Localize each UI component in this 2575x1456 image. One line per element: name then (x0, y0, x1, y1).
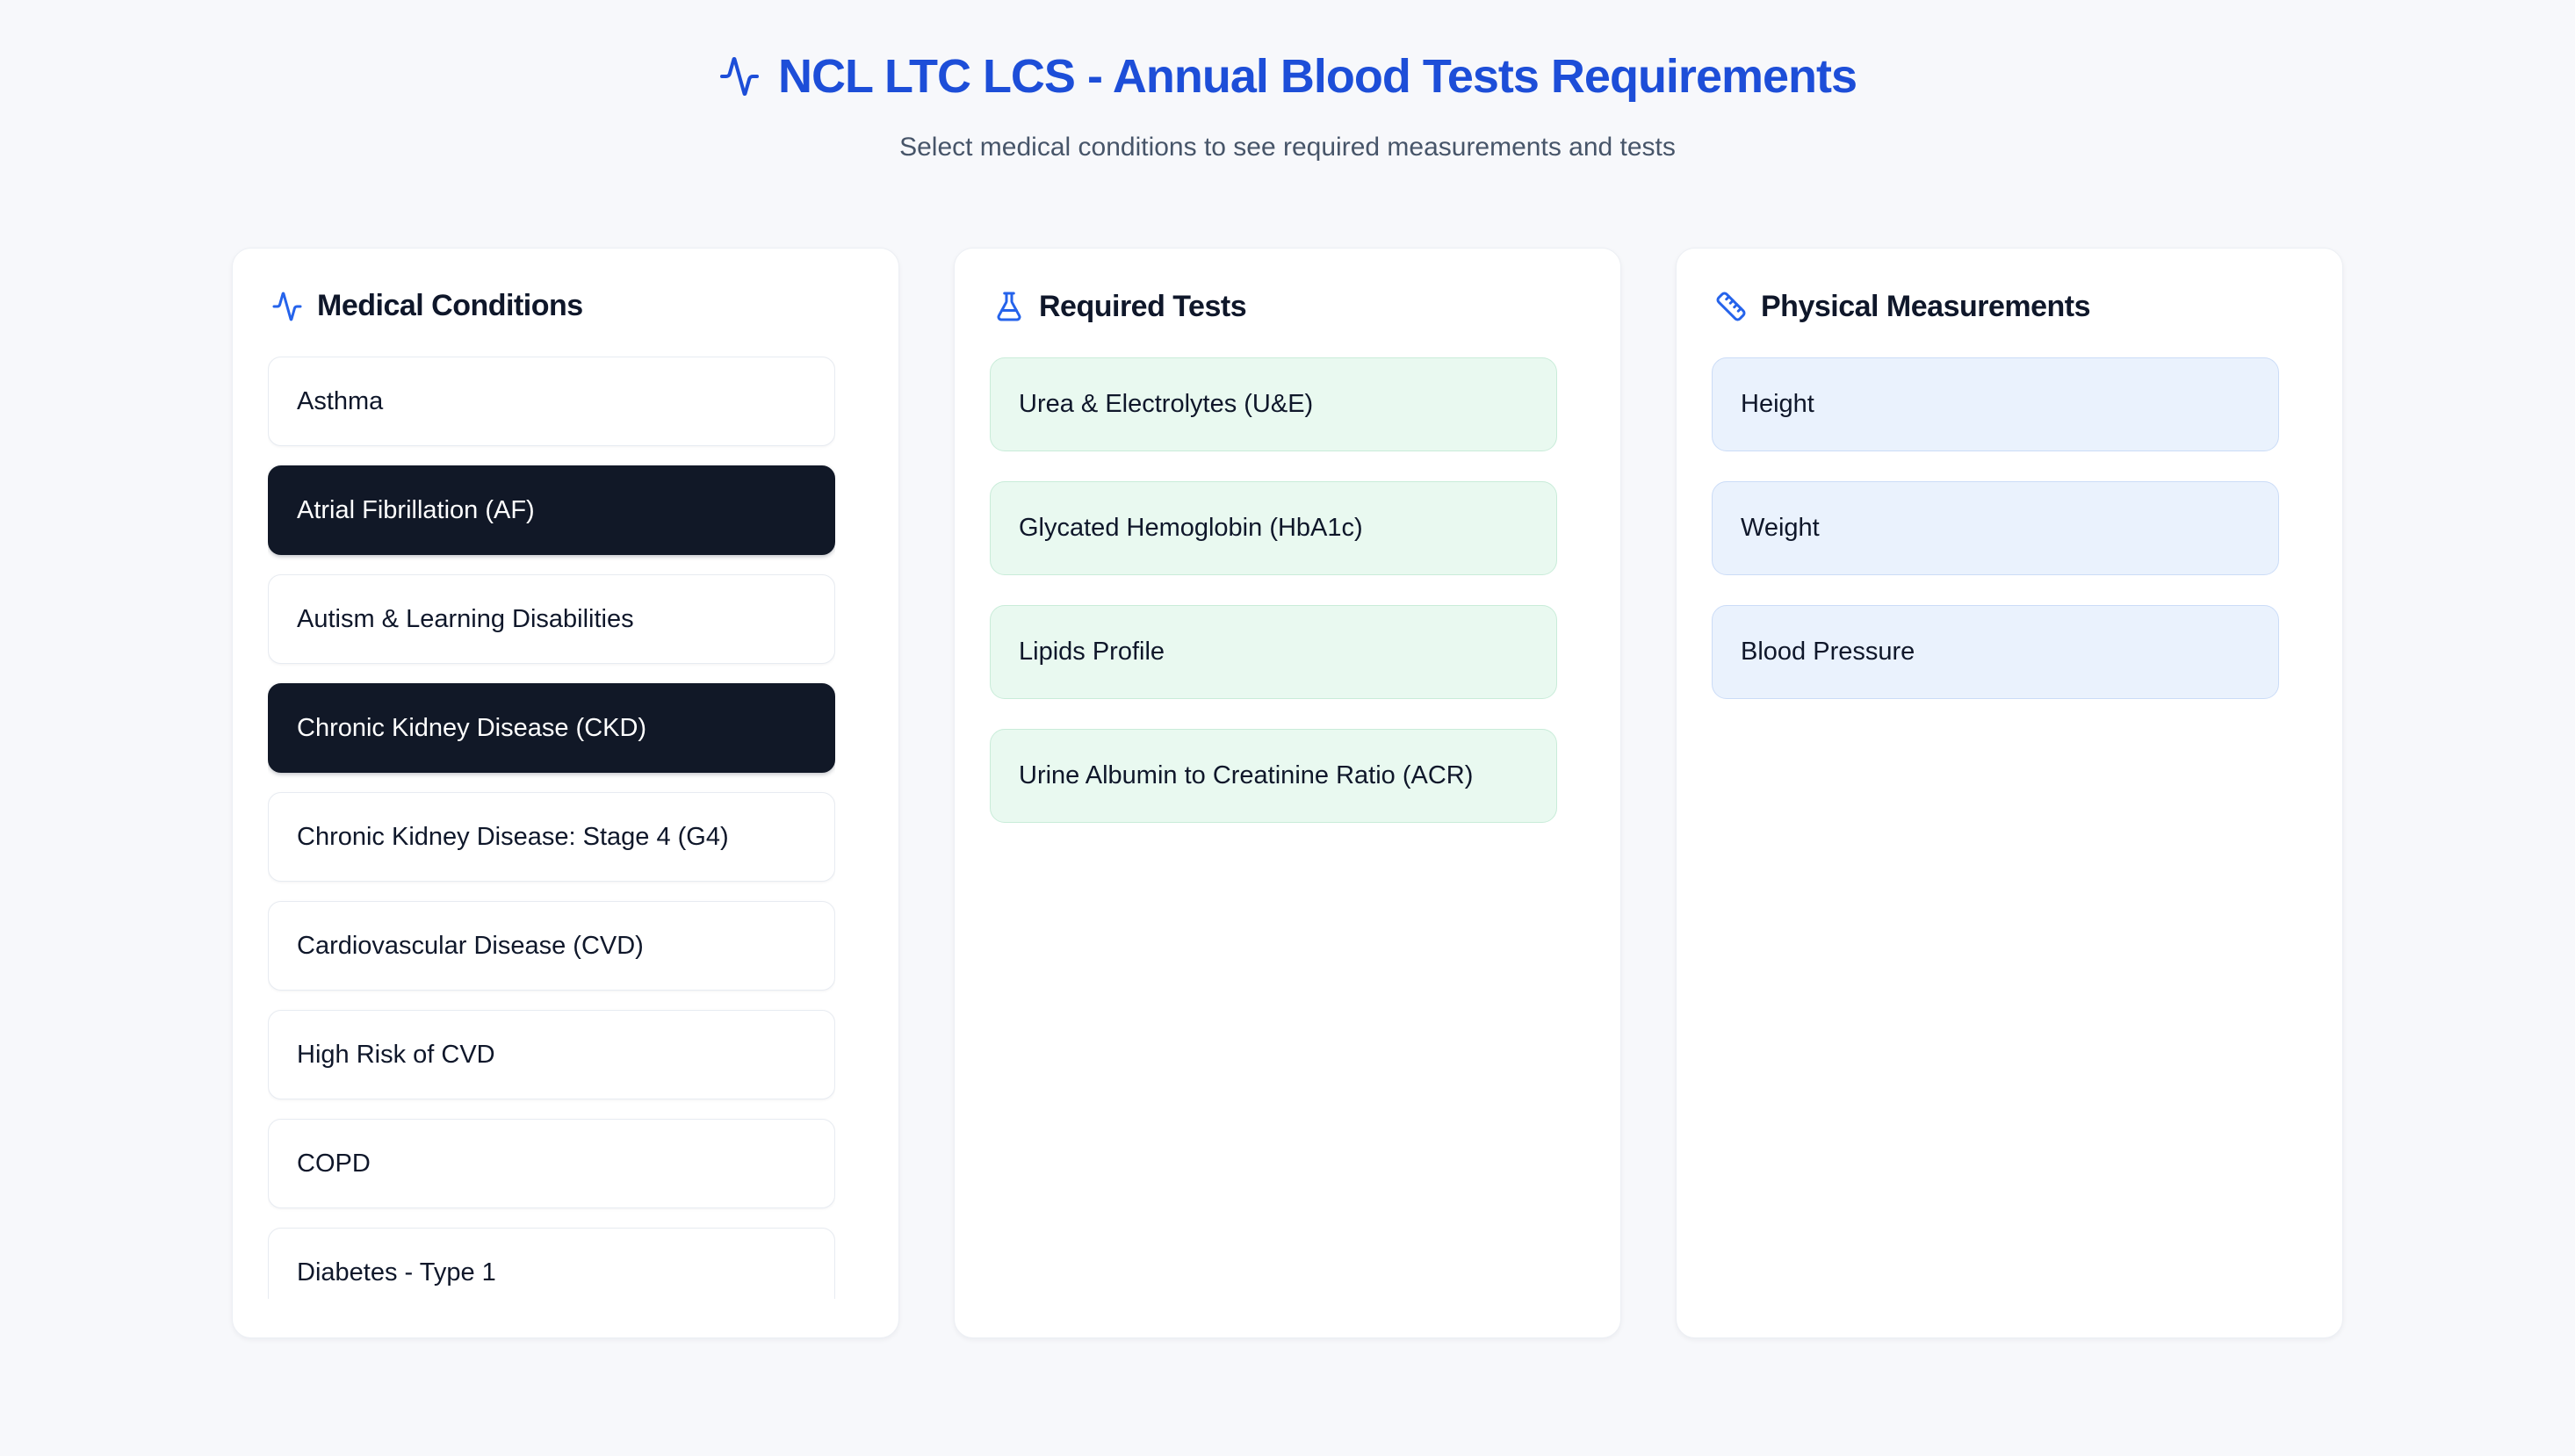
physical-measurements-header (1715, 289, 2279, 324)
page-subtitle: Select medical conditions to see required measurements and tests (899, 133, 1676, 162)
condition-item-autism-learning-disabilities[interactable] (268, 574, 835, 664)
test-item-lipids-profile (990, 605, 1557, 699)
test-item-acr (990, 729, 1557, 823)
test-item-hba1c (990, 481, 1557, 575)
measurement-item-height (1712, 357, 2279, 451)
physical-measurements-title: Physical Measurements (1761, 289, 2091, 323)
test-label: Glycated Hemoglobin (HbA1c) (1019, 514, 1363, 542)
measurement-label: Height (1741, 390, 1814, 418)
condition-label: Chronic Kidney Disease (CKD) (297, 713, 647, 742)
condition-item-asthma[interactable] (268, 357, 835, 446)
measurements-list (1712, 357, 2279, 699)
panel-medical-conditions (232, 248, 899, 1338)
condition-item-atrial-fibrillation[interactable] (268, 465, 835, 555)
page-title: NCL LTC LCS - Annual Blood Tests Requirements (777, 50, 1857, 103)
panel-required-tests (954, 248, 1621, 1338)
condition-item-chronic-kidney-disease[interactable] (268, 683, 835, 773)
ruler-icon (1715, 291, 1747, 322)
test-label: Lipids Profile (1019, 638, 1165, 666)
condition-label: COPD (297, 1149, 371, 1178)
condition-item-high-risk-of-cvd[interactable] (268, 1010, 835, 1099)
condition-item-copd[interactable] (268, 1119, 835, 1208)
condition-item-ckd-stage-4[interactable] (268, 792, 835, 882)
condition-label: Autism & Learning Disabilities (297, 604, 634, 633)
panels-row (232, 248, 2343, 1338)
condition-label: Diabetes - Type 1 (297, 1258, 496, 1287)
medical-conditions-header (271, 289, 835, 323)
app-header (0, 0, 2575, 165)
test-label: Urea & Electrolytes (U&E) (1019, 390, 1314, 418)
activity-icon (718, 55, 761, 97)
flask-icon (993, 291, 1025, 322)
condition-label: Chronic Kidney Disease: Stage 4 (G4) (297, 822, 729, 851)
condition-label: Atrial Fibrillation (AF) (297, 495, 535, 524)
condition-label: Cardiovascular Disease (CVD) (297, 931, 644, 960)
measurement-label: Weight (1741, 514, 1820, 542)
condition-label: Asthma (297, 386, 384, 415)
test-label: Urine Albumin to Creatinine Ratio (ACR) (1019, 761, 1474, 789)
conditions-list[interactable] (268, 357, 835, 1299)
required-tests-header (993, 289, 1557, 324)
required-tests-title: Required Tests (1039, 289, 1247, 323)
title-row (0, 47, 2575, 105)
measurement-label: Blood Pressure (1741, 638, 1915, 666)
activity-icon (271, 291, 303, 322)
panel-physical-measurements (1676, 248, 2343, 1338)
condition-label: High Risk of CVD (297, 1040, 495, 1069)
test-item-urea-electrolytes (990, 357, 1557, 451)
condition-item-diabetes-type-1[interactable] (268, 1228, 835, 1299)
measurement-item-blood-pressure (1712, 605, 2279, 699)
tests-list (990, 357, 1557, 823)
medical-conditions-title: Medical Conditions (317, 289, 583, 323)
condition-item-cardiovascular-disease[interactable] (268, 901, 835, 991)
measurement-item-weight (1712, 481, 2279, 575)
